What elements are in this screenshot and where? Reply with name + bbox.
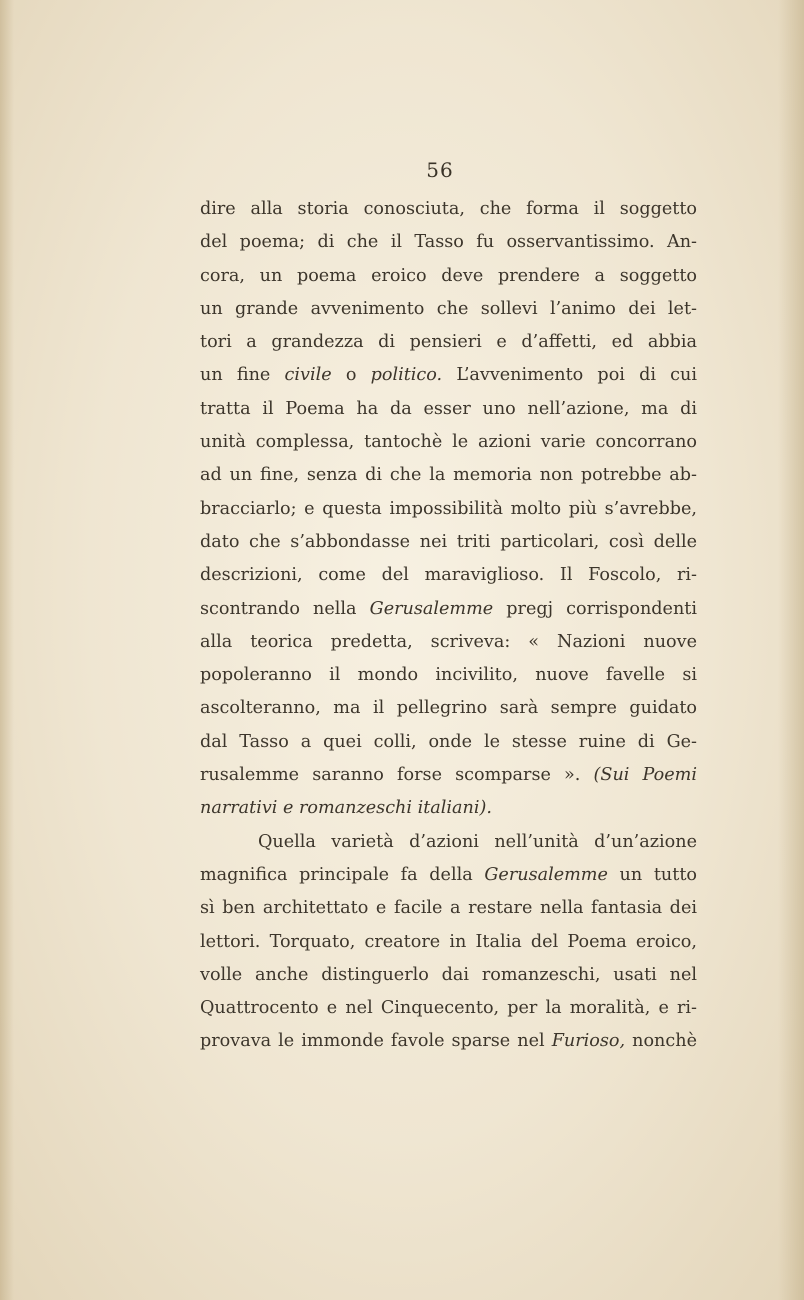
text-segment: dato che s’abbondasse nei triti particolari, così delle <box>200 531 697 552</box>
text-line <box>200 759 697 792</box>
page-number: 56 <box>426 158 454 182</box>
text-line <box>200 459 697 492</box>
text-segment: Quattrocento e nel Cinquecento, per la moralità, e ri- <box>200 998 697 1019</box>
text-line <box>200 959 697 992</box>
text-line <box>200 692 697 725</box>
italic-citation: narrativi e romanzeschi italiani). <box>200 798 492 819</box>
text-segment: descrizioni, come del maraviglioso. Il Foscolo, ri- <box>200 565 697 586</box>
text-segment: tori a grandezza di pensieri e d’affetti, ed abbia <box>200 332 697 353</box>
text-segment: cora, un poema eroico deve prendere a soggetto <box>200 265 697 286</box>
text-line <box>200 526 697 559</box>
text-segment: magnifica principale fa della <box>200 864 485 885</box>
italic-term-politico: politico. <box>370 365 443 386</box>
text-segment: rusalemme saranno forse scomparse ». <box>200 765 594 786</box>
text-line <box>200 359 697 392</box>
italic-title-gerusalemme: Gerusalemme <box>369 598 494 619</box>
text-segment: dal Tasso a quei colli, onde le stesse ruine di Ge- <box>200 731 697 752</box>
body-text <box>200 193 697 1059</box>
text-line <box>200 593 697 626</box>
text-segment: un fine <box>200 365 285 386</box>
text-line <box>200 859 697 892</box>
text-segment: sì ben architettato e facile a restare nella fantasia dei <box>200 898 697 919</box>
text-line <box>200 792 697 825</box>
text-line <box>200 626 697 659</box>
text-line <box>200 226 697 259</box>
text-line <box>200 892 697 925</box>
text-segment: tratta il Poema ha da esser uno nell’azione, ma di <box>200 398 697 419</box>
italic-citation: (Sui Poemi <box>593 765 697 786</box>
text-line <box>200 393 697 426</box>
text-line <box>200 426 697 459</box>
text-segment: bracciarlo; e questa impossibilità molto più s’avrebbe, <box>200 498 697 519</box>
text-segment: alla teorica predetta, scriveva: « Nazioni nuove <box>200 631 697 652</box>
text-segment: un tutto <box>607 864 697 885</box>
text-line <box>200 326 697 359</box>
text-segment: o <box>331 365 371 386</box>
text-line <box>200 659 697 692</box>
italic-title-gerusalemme: Gerusalemme <box>484 864 608 885</box>
text-segment: ad un fine, senza di che la memoria non potrebbe ab- <box>200 465 697 486</box>
text-segment: Quella varietà d’azioni nell’unità d’un’azione <box>258 831 697 852</box>
text-segment: L’avvenimento poi di cui <box>442 365 697 386</box>
text-line <box>200 926 697 959</box>
text-segment: nonchè <box>625 1031 697 1052</box>
text-line <box>200 726 697 759</box>
italic-title-furioso: Furioso, <box>551 1031 626 1052</box>
text-line <box>200 293 697 326</box>
text-segment: pregj corrispondenti <box>493 598 697 619</box>
text-segment: provava le immonde favole sparse nel <box>200 1031 552 1052</box>
text-segment: ascolteranno, ma il pellegrino sarà sempre guidato <box>200 698 697 719</box>
text-line <box>200 992 697 1025</box>
text-segment: dire alla storia conosciuta, che forma il soggetto <box>200 199 697 219</box>
page-edge-shadow-left <box>0 0 14 1300</box>
text-segment: lettori. Torquato, creatore in Italia del Poema eroico, <box>200 931 697 952</box>
text-segment: unità complessa, tantochè le azioni varie concorrano <box>200 432 697 453</box>
text-segment: un grande avvenimento che sollevi l’animo dei let- <box>200 298 697 319</box>
paragraph-start-line <box>200 826 697 859</box>
text-segment: scontrando nella <box>200 598 370 619</box>
text-line <box>200 559 697 592</box>
text-segment: popoleranno il mondo incivilito, nuove favelle si <box>200 665 697 686</box>
text-line <box>200 260 697 293</box>
text-segment: volle anche distinguerlo dai romanzeschi, usati nel <box>200 964 697 985</box>
text-segment: del poema; di che il Tasso fu osservantissimo. An- <box>200 232 697 253</box>
page-edge-shadow-right <box>778 0 804 1300</box>
text-line <box>200 193 697 226</box>
text-line <box>200 493 697 526</box>
italic-term-civile: civile <box>284 365 332 386</box>
text-line <box>200 1025 697 1058</box>
